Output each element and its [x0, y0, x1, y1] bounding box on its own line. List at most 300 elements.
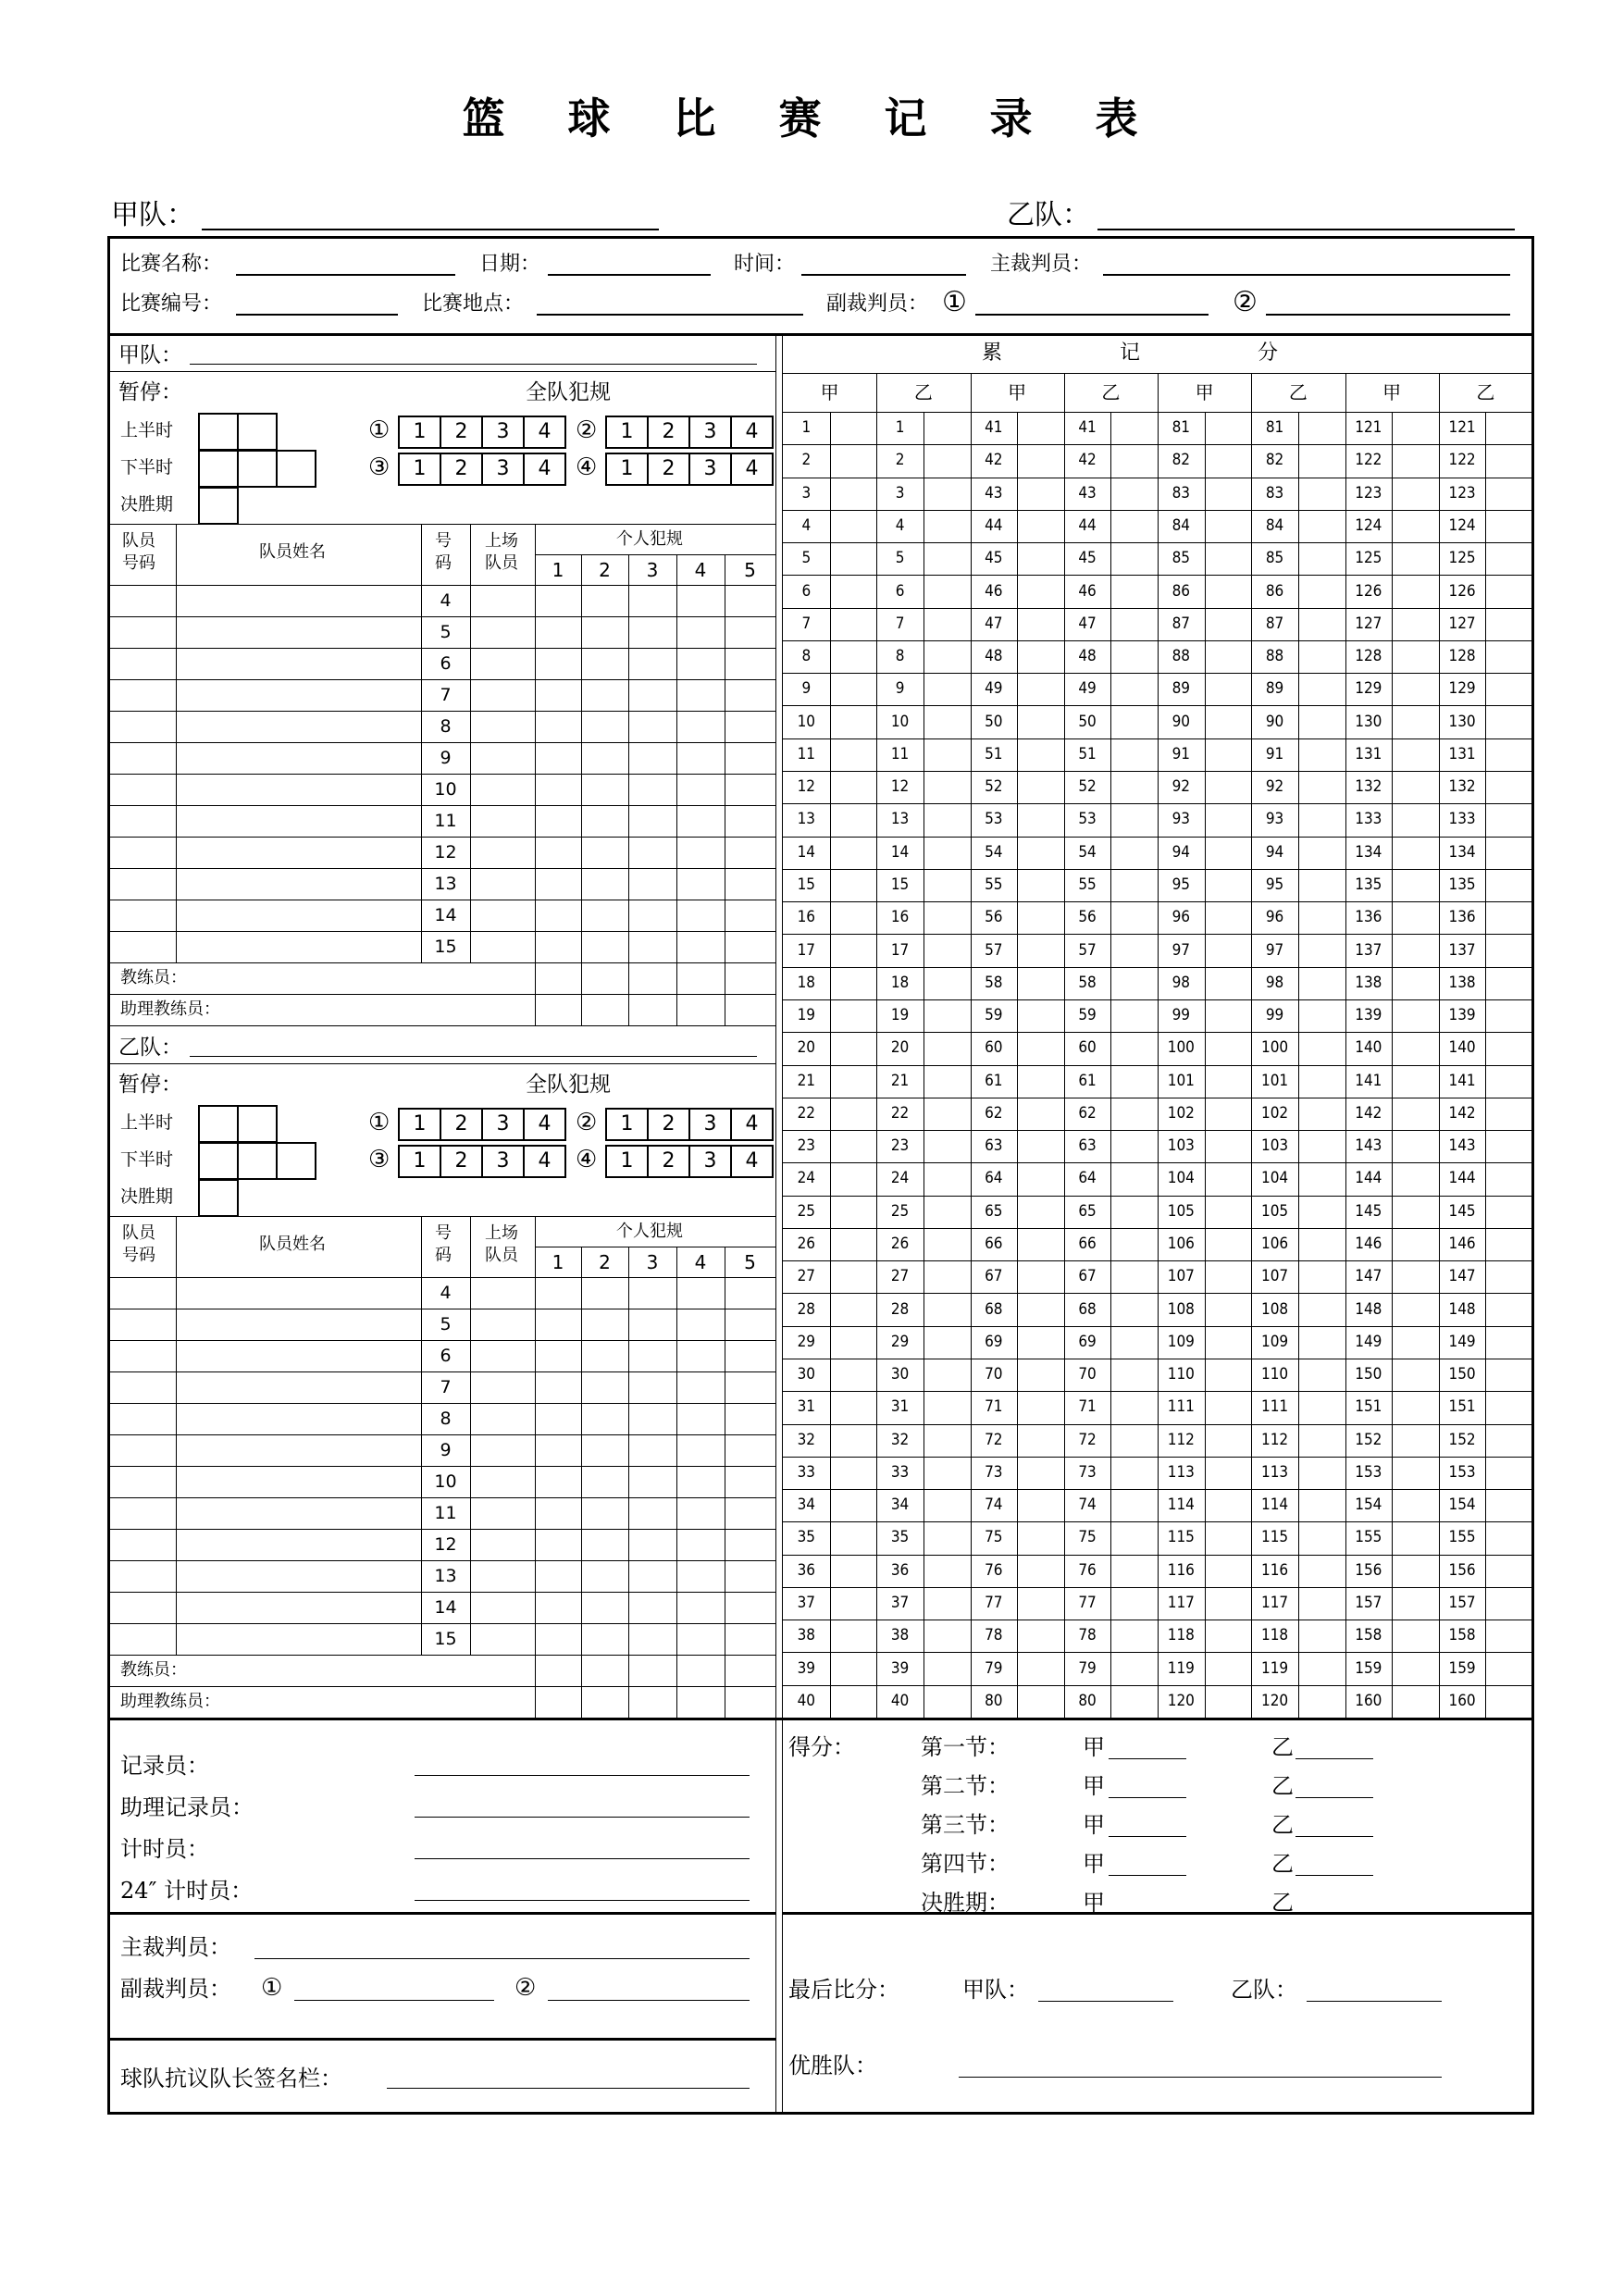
foul-col-line	[581, 554, 582, 1025]
running-score-b: 135	[1448, 875, 1476, 894]
timer-label: 计时员：	[120, 1836, 209, 1862]
running-team-b-header: 乙	[1288, 381, 1308, 403]
period-row-label: 上半时	[120, 420, 174, 441]
running-score-b: 40	[890, 1691, 910, 1710]
running-score-b: 12	[890, 777, 910, 797]
running-score-a: 99	[1172, 1006, 1191, 1025]
running-score-b: 34	[890, 1496, 910, 1515]
running-score-b: 97	[1265, 940, 1284, 960]
umpire-2-field[interactable]	[1266, 314, 1510, 316]
period-row-label: 下半时	[120, 1149, 174, 1170]
running-score-a: 107	[1167, 1267, 1195, 1286]
officials-divider	[109, 1912, 775, 1915]
period-score-b-field[interactable]	[1295, 1836, 1373, 1837]
running-score-b: 67	[1078, 1267, 1097, 1286]
running-score-a: 30	[797, 1365, 816, 1384]
running-score-a: 104	[1167, 1169, 1195, 1188]
running-score-b: 59	[1078, 1006, 1097, 1025]
team-foul-number: 3	[496, 457, 510, 480]
running-score-a: 131	[1355, 744, 1382, 763]
running-score-a: 45	[985, 549, 1003, 568]
running-team-a-header: 甲	[1195, 381, 1214, 403]
running-score-b: 108	[1260, 1299, 1289, 1319]
running-score-b: 132	[1448, 777, 1476, 797]
running-score-a: 2	[801, 451, 812, 470]
running-score-a: 49	[985, 679, 1003, 699]
running-score-b: 116	[1260, 1560, 1289, 1580]
running-score-b: 126	[1448, 581, 1476, 601]
running-score-b: 5	[895, 549, 905, 568]
header-player-name: 队员姓名	[259, 1235, 326, 1254]
running-score-b: 57	[1078, 940, 1097, 960]
running-score-b: 140	[1448, 1038, 1476, 1058]
timeout-box[interactable]	[198, 450, 239, 488]
timer-field[interactable]	[415, 1858, 750, 1859]
team-foul-number: 1	[620, 420, 634, 443]
running-score-b: 94	[1265, 842, 1284, 862]
running-score-a: 122	[1355, 451, 1382, 470]
running-score-b: 107	[1260, 1267, 1289, 1286]
running-score-b: 14	[890, 842, 910, 862]
personal-foul-number: 3	[646, 558, 659, 581]
running-score-a: 67	[985, 1267, 1003, 1286]
team-foul-number: 3	[703, 420, 717, 443]
running-score-b: 11	[890, 744, 910, 763]
running-score-b: 74	[1078, 1496, 1097, 1515]
period-score-team-a: 甲	[1083, 1890, 1105, 1916]
running-score-a: 63	[985, 1136, 1003, 1156]
jersey-number: 11	[434, 810, 457, 831]
team-foul-number: 4	[538, 457, 552, 480]
running-score-a: 100	[1167, 1038, 1195, 1058]
running-score-b: 70	[1078, 1365, 1097, 1384]
running-score-b: 21	[890, 1071, 910, 1090]
running-score-a: 19	[797, 1006, 816, 1025]
jersey-number: 12	[434, 1533, 457, 1555]
running-score-b: 83	[1265, 483, 1284, 503]
player-col-line	[470, 1216, 471, 1655]
running-score-a: 61	[985, 1071, 1003, 1090]
running-score-b: 64	[1078, 1169, 1097, 1188]
team-foul-number: 3	[496, 420, 510, 443]
running-score-b: 111	[1260, 1397, 1289, 1417]
running-score-a: 18	[797, 973, 816, 992]
running-score-a: 84	[1172, 515, 1191, 535]
running-score-a: 71	[985, 1397, 1003, 1417]
running-score-b: 152	[1448, 1430, 1476, 1449]
running-score-b: 43	[1078, 483, 1097, 503]
team-foul-number: 3	[496, 1149, 510, 1173]
running-score-b: 22	[890, 1103, 910, 1123]
running-score-a: 151	[1355, 1397, 1382, 1417]
running-score-b: 133	[1448, 810, 1476, 829]
running-score-b: 60	[1078, 1038, 1097, 1058]
timeouts-label: 暂停：	[118, 380, 182, 404]
team-section-name-field[interactable]	[190, 1056, 757, 1057]
team-b-name-field[interactable]	[1097, 229, 1515, 230]
coach-foul-line	[725, 994, 775, 995]
running-score-a: 144	[1355, 1169, 1382, 1188]
timeout-box[interactable]	[276, 450, 316, 488]
running-score-b: 127	[1448, 614, 1476, 633]
team-foul-number: 4	[538, 420, 552, 443]
running-score-b: 160	[1448, 1691, 1476, 1710]
period-score-label: 第四节：	[921, 1851, 1010, 1877]
period-score-b-field[interactable]	[1295, 1875, 1373, 1876]
period-score-a-field[interactable]	[1109, 1758, 1186, 1759]
running-score-b: 7	[895, 614, 905, 633]
team-a-name-field[interactable]	[202, 229, 659, 230]
foul-col-line	[535, 554, 536, 1025]
running-score-a: 94	[1172, 842, 1191, 862]
shot-clock-label: 24″ 计时员：	[120, 1878, 254, 1904]
team-foul-number: 2	[662, 1112, 676, 1136]
jersey-number: 10	[434, 778, 457, 800]
running-score-a: 150	[1355, 1365, 1382, 1384]
running-score-b: 89	[1265, 679, 1284, 699]
scorer-field[interactable]	[415, 1775, 750, 1776]
running-score-b: 47	[1078, 614, 1097, 633]
period-mark: ②	[576, 1109, 598, 1136]
running-score-a: 44	[985, 515, 1003, 535]
running-score-a: 66	[985, 1235, 1003, 1253]
period-score-team-b: 乙	[1271, 1851, 1294, 1877]
running-score-b: 51	[1078, 744, 1097, 763]
team-foul-number: 4	[745, 1149, 759, 1173]
umpire-sign-1-field[interactable]	[294, 2000, 494, 2001]
running-score-a: 153	[1355, 1462, 1382, 1482]
chief-referee-sign-field[interactable]	[254, 1958, 750, 1959]
running-score-a: 48	[985, 647, 1003, 666]
running-score-a: 64	[985, 1169, 1003, 1188]
running-score-b: 16	[890, 908, 910, 927]
running-score-a: 28	[797, 1299, 816, 1319]
running-score-b: 6	[895, 581, 905, 601]
running-score-b: 123	[1448, 483, 1476, 503]
running-score-a: 95	[1172, 875, 1191, 894]
running-score-b: 91	[1265, 744, 1284, 763]
running-score-b: 50	[1078, 712, 1097, 731]
running-score-a: 106	[1167, 1235, 1195, 1253]
personal-foul-number: 1	[552, 558, 564, 581]
running-score-a: 136	[1355, 908, 1382, 927]
running-score-b: 52	[1078, 777, 1097, 797]
running-score-a: 109	[1167, 1332, 1195, 1351]
running-score-b: 8	[895, 647, 905, 666]
running-score-a: 116	[1167, 1560, 1195, 1580]
personal-foul-number: 4	[694, 1250, 707, 1273]
protest-sign-field[interactable]	[387, 2088, 750, 2089]
running-score-a: 128	[1355, 647, 1382, 666]
running-score-b: 136	[1448, 908, 1476, 927]
running-score-a: 11	[797, 744, 816, 763]
jersey-number: 11	[434, 1502, 457, 1523]
running-score-a: 119	[1167, 1658, 1195, 1678]
running-score-a: 40	[797, 1691, 816, 1710]
running-score-b: 144	[1448, 1169, 1476, 1188]
team-a-label: 甲队：	[111, 199, 194, 231]
running-score-b: 23	[890, 1136, 910, 1156]
team-header-line	[109, 371, 775, 372]
final-team-a-field[interactable]	[1038, 2001, 1173, 2002]
running-score-b: 33	[890, 1462, 910, 1482]
team-a-bottom	[109, 1025, 775, 1026]
running-score-a: 60	[985, 1038, 1003, 1058]
venue-field[interactable]	[537, 314, 803, 316]
header-player-no: 队员	[122, 531, 155, 551]
running-score-b: 141	[1448, 1071, 1476, 1090]
header-no-2: 码	[435, 553, 452, 573]
running-score-a: 129	[1355, 679, 1382, 699]
running-score-b: 45	[1078, 549, 1097, 568]
running-score-b: 26	[890, 1235, 910, 1253]
match-no-field[interactable]	[236, 314, 398, 316]
running-score-a: 156	[1355, 1560, 1382, 1580]
running-score-a: 86	[1172, 581, 1191, 601]
period-mark: ①	[368, 1109, 391, 1136]
period-score-team-a: 甲	[1083, 1734, 1105, 1760]
running-score-b: 109	[1260, 1332, 1289, 1351]
team-foul-number: 2	[662, 457, 676, 480]
running-score-b: 72	[1078, 1430, 1097, 1449]
timeout-box[interactable]	[198, 1179, 239, 1217]
running-score-b: 124	[1448, 515, 1476, 535]
running-score-a: 101	[1167, 1071, 1195, 1090]
running-score-a: 75	[985, 1528, 1003, 1547]
timeout-box[interactable]	[237, 1142, 278, 1180]
jersey-number: 6	[440, 1345, 452, 1366]
team-foul-number: 2	[662, 1149, 676, 1173]
running-score-b: 31	[890, 1397, 910, 1417]
running-score-b: 142	[1448, 1103, 1476, 1123]
timeout-box[interactable]	[237, 413, 278, 451]
assistant-scorer-label: 助理记录员：	[120, 1794, 254, 1820]
running-score-a: 8	[801, 647, 812, 666]
jersey-number: 4	[440, 1282, 452, 1303]
team-section-name-field[interactable]	[190, 364, 757, 365]
running-score-a: 4	[801, 515, 812, 535]
umpire-1-field[interactable]	[975, 314, 1209, 316]
scores-divider	[783, 1912, 1532, 1915]
running-score-a: 23	[797, 1136, 816, 1156]
time-field[interactable]	[801, 274, 966, 276]
running-score-b: 76	[1078, 1560, 1097, 1580]
player-table-top	[109, 1216, 775, 1217]
team-foul-number: 3	[703, 1149, 717, 1173]
timeout-box[interactable]	[276, 1142, 316, 1180]
player-row-line	[109, 962, 775, 963]
running-score-b: 88	[1265, 647, 1284, 666]
jersey-number: 6	[440, 652, 452, 674]
header-personal-fouls: 个人犯规	[616, 529, 683, 549]
team-foul-number: 1	[413, 1112, 427, 1136]
running-score-a: 10	[797, 712, 816, 731]
team-fouls-label: 全队犯规	[526, 380, 611, 404]
running-team-a-header: 甲	[1008, 381, 1027, 403]
running-score-a: 46	[985, 581, 1003, 601]
running-score-a: 142	[1355, 1103, 1382, 1123]
period-score-b-field[interactable]	[1295, 1758, 1373, 1759]
scorer-label: 记录员：	[120, 1753, 209, 1779]
running-score-b: 63	[1078, 1136, 1097, 1156]
running-score-b: 68	[1078, 1299, 1097, 1319]
umpire-sign-label: 副裁判员：	[120, 1976, 231, 2002]
period-score-team-b: 乙	[1271, 1773, 1294, 1799]
running-score-a: 29	[797, 1332, 816, 1351]
running-score-a: 55	[985, 875, 1003, 894]
assistant-coach-label: 助理教练员：	[120, 1692, 220, 1711]
header-no: 号	[435, 1223, 452, 1243]
running-score-a: 81	[1172, 418, 1191, 438]
running-score-b: 32	[890, 1430, 910, 1449]
running-score-b: 143	[1448, 1136, 1476, 1156]
timeout-box[interactable]	[237, 1105, 278, 1143]
team-foul-number: 2	[662, 420, 676, 443]
team-foul-number: 4	[538, 1112, 552, 1136]
period-score-a-field[interactable]	[1109, 1875, 1186, 1876]
running-score-a: 103	[1167, 1136, 1195, 1156]
winner-field[interactable]	[959, 2077, 1442, 2078]
running-score-a: 27	[797, 1267, 816, 1286]
running-score-b: 119	[1260, 1658, 1289, 1678]
running-score-a: 80	[985, 1691, 1003, 1710]
coach-foul-line	[725, 1686, 775, 1687]
running-score-a: 85	[1172, 549, 1191, 568]
running-score-a: 43	[985, 483, 1003, 503]
running-team-a-header: 甲	[820, 381, 839, 403]
jersey-number: 14	[434, 904, 457, 925]
running-team-b-header: 乙	[913, 381, 933, 403]
period-score-label: 第三节：	[921, 1812, 1010, 1838]
running-score-a: 134	[1355, 842, 1382, 862]
personal-foul-number: 2	[599, 1250, 611, 1273]
period-score-a-field[interactable]	[1109, 1836, 1186, 1837]
timeout-box[interactable]	[198, 1142, 239, 1180]
jersey-number: 14	[434, 1596, 457, 1618]
match-name-field[interactable]	[236, 274, 455, 276]
running-score-a: 37	[797, 1594, 816, 1613]
coach-row-line	[109, 1686, 775, 1687]
running-score-a: 77	[985, 1594, 1003, 1613]
period-score-a-field[interactable]	[1109, 1797, 1186, 1798]
personal-foul-number: 5	[744, 558, 756, 581]
jersey-number: 13	[434, 873, 457, 894]
final-team-a-label: 甲队：	[962, 1977, 1029, 2003]
header-starter: 上场	[485, 1223, 518, 1243]
running-score-b: 104	[1260, 1169, 1289, 1188]
running-score-b: 154	[1448, 1496, 1476, 1515]
running-score-b: 100	[1260, 1038, 1289, 1058]
running-score-b: 84	[1265, 515, 1284, 535]
running-score-b: 150	[1448, 1365, 1476, 1384]
running-score-b: 73	[1078, 1462, 1097, 1482]
final-team-b-field[interactable]	[1307, 2001, 1442, 2002]
umpire-2-mark: ②	[1233, 286, 1258, 318]
protest-divider	[109, 2038, 775, 2041]
period-score-b-field[interactable]	[1295, 1797, 1373, 1798]
assistant-scorer-field[interactable]	[415, 1817, 750, 1818]
umpire-label: 副裁判员：	[826, 292, 929, 316]
running-score-b: 131	[1448, 744, 1476, 763]
running-score-b: 125	[1448, 549, 1476, 568]
umpire-sign-2-field[interactable]	[548, 2000, 750, 2001]
running-score-b: 82	[1265, 451, 1284, 470]
running-score-a: 146	[1355, 1235, 1382, 1253]
center-divider-left	[775, 334, 776, 2114]
running-score-b: 38	[890, 1626, 910, 1645]
jersey-number: 5	[440, 621, 452, 642]
period-score-team-b: 乙	[1271, 1812, 1294, 1838]
personal-foul-number: 1	[552, 1250, 564, 1273]
chief-referee-label: 主裁判员：	[990, 253, 1093, 276]
running-score-b: 147	[1448, 1267, 1476, 1286]
jersey-number: 7	[440, 1376, 452, 1397]
date-field[interactable]	[548, 274, 711, 276]
running-score-a: 139	[1355, 1006, 1382, 1025]
running-score-b: 98	[1265, 973, 1284, 992]
running-score-a: 143	[1355, 1136, 1382, 1156]
foul-col-line	[628, 554, 629, 1025]
running-score-a: 13	[797, 810, 816, 829]
timeout-box[interactable]	[237, 450, 278, 488]
running-score-a: 3	[801, 483, 812, 503]
running-score-a: 158	[1355, 1626, 1382, 1645]
chief-referee-field[interactable]	[1103, 274, 1510, 276]
running-score-b: 55	[1078, 875, 1097, 894]
jersey-number: 7	[440, 684, 452, 705]
running-score-a: 7	[801, 614, 812, 633]
running-score-a: 5	[801, 549, 812, 568]
running-score-a: 51	[985, 744, 1003, 763]
header-personal-fouls: 个人犯规	[616, 1222, 683, 1241]
header-starter-2: 队员	[485, 553, 518, 573]
running-score-b: 9	[895, 679, 905, 699]
period-mark: ②	[576, 416, 598, 444]
running-score-b: 65	[1078, 1201, 1097, 1221]
running-score-b: 92	[1265, 777, 1284, 797]
running-score-b: 18	[890, 973, 910, 992]
running-score-b: 1	[895, 418, 905, 438]
running-score-b: 134	[1448, 842, 1476, 862]
running-score-a: 126	[1355, 581, 1382, 601]
running-score-a: 56	[985, 908, 1003, 927]
running-score-b: 48	[1078, 647, 1097, 666]
timeout-box[interactable]	[198, 413, 239, 451]
running-score-b: 54	[1078, 842, 1097, 862]
running-score-a: 138	[1355, 973, 1382, 992]
coach-label: 教练员：	[120, 1660, 187, 1680]
timeout-box[interactable]	[198, 1105, 239, 1143]
jersey-number: 15	[434, 1628, 457, 1649]
running-score-b: 69	[1078, 1332, 1097, 1351]
running-score-a: 35	[797, 1528, 816, 1547]
period-mark: ③	[368, 1146, 391, 1173]
timeout-box[interactable]	[198, 487, 239, 525]
running-score-b: 37	[890, 1594, 910, 1613]
running-score-b: 139	[1448, 1006, 1476, 1025]
running-score-a: 133	[1355, 810, 1382, 829]
running-score-a: 41	[985, 418, 1003, 438]
running-score-a: 9	[801, 679, 812, 699]
umpire-sign-2-mark: ②	[514, 1974, 537, 2002]
jersey-number: 10	[434, 1471, 457, 1492]
jersey-number: 9	[440, 1439, 452, 1460]
running-score-b: 121	[1448, 418, 1476, 438]
running-score-a: 97	[1172, 940, 1191, 960]
shot-clock-field[interactable]	[415, 1900, 750, 1901]
running-score-b: 4	[895, 515, 905, 535]
running-score-b: 159	[1448, 1658, 1476, 1678]
